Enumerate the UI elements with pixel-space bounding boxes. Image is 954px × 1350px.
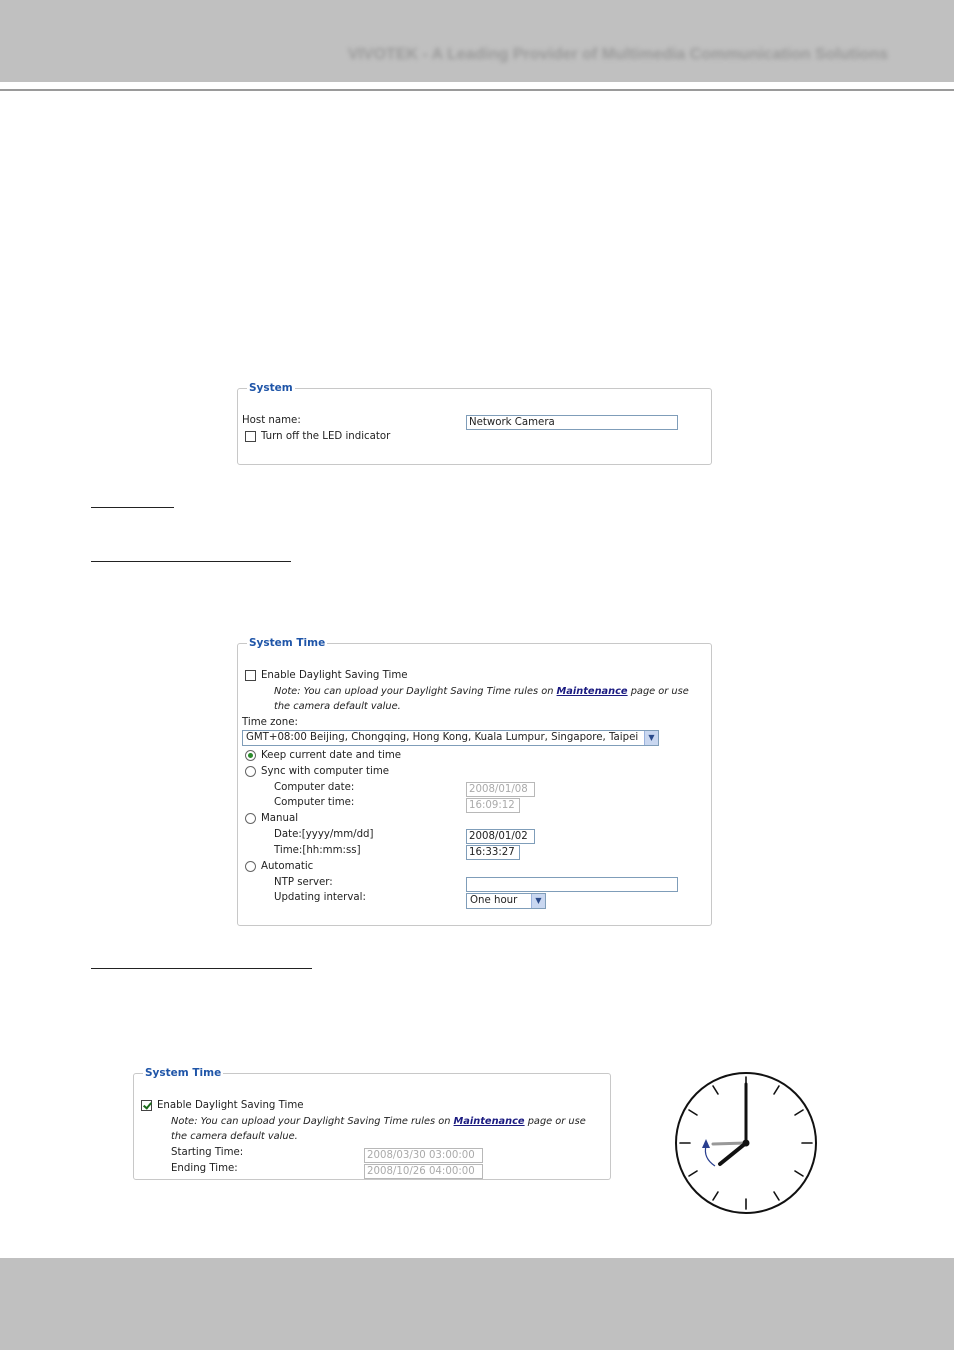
ending-time-field: 2008/10/26 04:00:00 <box>364 1164 483 1179</box>
ntp-server-input[interactable] <box>466 877 678 892</box>
sync-computer-radio[interactable] <box>245 766 256 777</box>
clock-center <box>743 1140 750 1147</box>
starting-time-field: 2008/03/30 03:00:00 <box>364 1148 483 1163</box>
automatic-label: Automatic <box>261 861 314 872</box>
date-input[interactable]: 2008/01/02 <box>466 829 535 844</box>
clock-icon <box>673 1070 819 1216</box>
updating-interval-label: Updating interval: <box>274 892 366 903</box>
computer-date-label: Computer date: <box>274 782 355 793</box>
sync-computer-label: Sync with computer time <box>261 766 390 777</box>
host-name-label: Host name: <box>242 415 301 426</box>
header-tagline: VIVOTEK - A Leading Provider of Multimedia Communication Solutions <box>347 46 888 63</box>
computer-time-field: 16:09:12 <box>466 798 520 813</box>
header-divider <box>0 89 954 91</box>
keep-time-label: Keep current date and time <box>261 750 402 761</box>
time-input[interactable]: 16:33:27 <box>466 845 520 860</box>
dst-checkbox[interactable] <box>245 670 256 681</box>
host-name-input[interactable]: Network Camera <box>466 415 678 430</box>
computer-time-label: Computer time: <box>274 797 355 808</box>
date-label: Date:[yyyy/mm/dd] <box>274 829 374 840</box>
clock-previous-hour-hand <box>713 1143 746 1144</box>
system-time-dst-legend: System Time <box>145 1067 222 1079</box>
dst-enabled-checkbox[interactable] <box>141 1100 152 1111</box>
led-checkbox[interactable] <box>245 431 256 442</box>
page-header <box>0 0 954 82</box>
chevron-down-icon[interactable]: ▼ <box>644 731 658 745</box>
manual-label: Manual <box>261 813 299 824</box>
time-label: Time:[hh:mm:ss] <box>274 845 361 856</box>
computer-date-field: 2008/01/08 <box>466 782 535 797</box>
time-zone-select[interactable]: GMT+08:00 Beijing, Chongqing, Hong Kong, Kuala Lumpur, Singapore, Taipei ▼ <box>242 730 659 746</box>
chevron-down-icon[interactable]: ▼ <box>531 894 545 908</box>
manual-radio[interactable] <box>245 813 256 824</box>
system-time-legend: System Time <box>249 637 326 649</box>
ntp-server-label: NTP server: <box>274 877 333 888</box>
maintenance-link[interactable]: Maintenance <box>556 686 628 697</box>
system-legend: System <box>249 382 293 394</box>
dst-label: Enable Daylight Saving Time <box>261 670 408 681</box>
section-heading-underline <box>91 507 174 508</box>
ending-time-label: Ending Time: <box>171 1163 238 1174</box>
led-label: Turn off the LED indicator <box>261 431 391 442</box>
dst-enabled-note: Note: You can upload your Daylight Saving Time rules on Maintenance page or use <box>171 1116 586 1127</box>
section-heading-underline <box>91 968 312 969</box>
dst-enabled-note-line2: the camera default value. <box>171 1131 298 1142</box>
updating-interval-select[interactable]: One hour ▼ <box>466 893 546 909</box>
time-zone-label: Time zone: <box>242 717 298 728</box>
starting-time-label: Starting Time: <box>171 1147 244 1158</box>
dst-note-line2: the camera default value. <box>274 701 401 712</box>
section-heading-underline <box>91 561 291 562</box>
maintenance-link[interactable]: Maintenance <box>453 1116 525 1127</box>
dst-note: Note: You can upload your Daylight Saving Time rules on Maintenance page or use <box>274 686 689 697</box>
automatic-radio[interactable] <box>245 861 256 872</box>
page-footer <box>0 1258 954 1350</box>
dst-enabled-label: Enable Daylight Saving Time <box>157 1100 304 1111</box>
keep-time-radio[interactable] <box>245 750 256 761</box>
